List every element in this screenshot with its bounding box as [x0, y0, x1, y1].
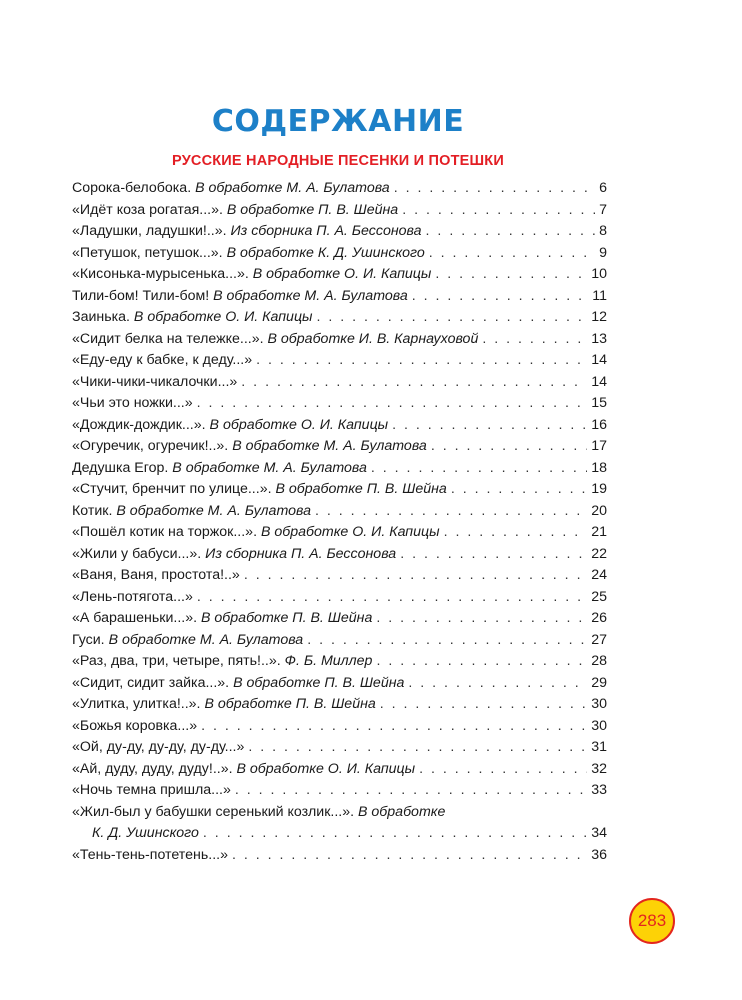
leader-dots — [426, 221, 596, 243]
toc-entry-page: 14 — [591, 352, 607, 368]
toc-entry-page: 18 — [591, 459, 607, 476]
toc-entry — [72, 630, 607, 652]
toc-entry — [72, 200, 607, 222]
toc-entry-note: Из сборника П. А. Бессонова — [205, 545, 397, 562]
leader-dots — [435, 264, 587, 286]
toc-entry — [72, 329, 607, 351]
toc-entry-title: «Стучит, бренчит по улице...». — [72, 481, 272, 497]
toc-entry — [72, 243, 607, 265]
toc-entry — [72, 286, 607, 308]
toc-entry — [72, 372, 607, 394]
leader-dots — [429, 243, 595, 265]
toc-entry-page: 28 — [591, 653, 607, 669]
toc-entry-title: «Дождик-дождик...». — [72, 416, 206, 433]
toc-entry — [72, 264, 607, 286]
toc-entry-title: Гуси. — [72, 631, 105, 648]
table-of-contents — [72, 178, 607, 866]
toc-entry-note: В обработке К. Д. Ушинского — [226, 244, 425, 261]
toc-entry — [72, 221, 607, 243]
toc-entry-page: 34 — [591, 825, 607, 841]
leader-dots — [203, 823, 587, 845]
toc-entry — [72, 544, 607, 566]
toc-entry-note: В обработке М. А. Булатова — [172, 459, 367, 476]
toc-entry — [72, 479, 607, 501]
leader-dots — [232, 845, 587, 867]
page-title: СОДЕРЖАНИЕ — [211, 104, 465, 139]
leader-dots — [197, 393, 588, 415]
leader-dots — [371, 458, 587, 480]
toc-entry-page: 21 — [591, 524, 607, 540]
toc-entry-note: В обработке М. А. Булатова — [108, 631, 304, 648]
toc-entry-page: 24 — [591, 567, 607, 583]
leader-dots — [400, 544, 587, 566]
toc-entry-note: В обработке М. А. Булатова — [195, 180, 390, 196]
toc-entry-title: Заинька. — [72, 309, 130, 325]
toc-entry — [72, 307, 607, 329]
toc-entry-note: В обработке О. И. Капицы — [252, 266, 432, 282]
leader-dots — [408, 673, 587, 695]
toc-entry — [72, 737, 607, 759]
toc-entry-note: В обработке О. И. Капицы — [260, 524, 440, 540]
toc-entry — [72, 458, 607, 480]
toc-entry — [72, 415, 607, 437]
page-number-badge — [629, 898, 675, 944]
toc-entry — [72, 759, 607, 781]
toc-entry-page: 11 — [592, 287, 607, 304]
toc-entry-page: 14 — [591, 373, 607, 390]
toc-entry — [72, 716, 607, 738]
toc-entry-title: «Ай, дуду, дуду, дуду!..». — [72, 760, 233, 777]
toc-entry-page: 27 — [591, 631, 607, 648]
leader-dots — [431, 436, 587, 458]
toc-entry-page: 31 — [591, 739, 607, 755]
toc-entry-page: 15 — [591, 395, 607, 411]
toc-entry-note: В обработке — [358, 803, 446, 820]
toc-entry-page: 25 — [591, 588, 607, 605]
toc-entry-page: 32 — [591, 760, 607, 777]
toc-entry-title: «Божья коровка...» — [72, 717, 198, 734]
leader-dots — [256, 350, 587, 372]
toc-entry-title: «Ваня, Ваня, простота!..» — [72, 567, 240, 583]
toc-entry-page: 29 — [591, 674, 607, 691]
toc-entry-title: «Лень-потягота...» — [72, 588, 193, 605]
toc-entry — [72, 501, 607, 523]
toc-entry-note: В обработке И. В. Карнауховой — [267, 330, 479, 347]
toc-entry-note: В обработке П. В. Шейна — [201, 610, 373, 626]
toc-entry-page: 17 — [591, 438, 607, 454]
toc-entry-note: Из сборника П. А. Бессонова — [230, 223, 422, 239]
toc-entry-title: «Огуречик, огуречик!..». — [72, 438, 229, 454]
toc-entry-title: «Улитка, улитка!..». — [72, 696, 201, 712]
leader-dots — [244, 565, 587, 587]
toc-entry-note: В обработке М. А. Булатова — [116, 502, 311, 519]
toc-entry — [72, 587, 607, 609]
toc-entry-note-continued: К. Д. Ушинского — [92, 825, 199, 841]
leader-dots — [235, 780, 587, 802]
toc-entry-title: «Ладушки, ладушки!..». — [72, 223, 227, 239]
leader-dots — [248, 737, 587, 759]
toc-entry-page: 30 — [591, 717, 607, 734]
toc-entry — [72, 608, 607, 630]
toc-entry-note: В обработке М. А. Булатова — [213, 287, 408, 304]
toc-entry-title: «Петушок, петушок...». — [72, 244, 223, 261]
toc-entry — [72, 436, 607, 458]
leader-dots — [197, 587, 587, 609]
leader-dots — [451, 479, 587, 501]
toc-entry — [72, 780, 607, 802]
toc-entry-title: «Еду-еду к бабке, к деду...» — [72, 352, 253, 368]
toc-entry — [72, 393, 607, 415]
toc-entry — [72, 178, 607, 200]
toc-entry-page: 36 — [591, 846, 607, 863]
toc-entry-title: «Жили у бабуси...». — [72, 545, 202, 562]
toc-entry — [72, 651, 607, 673]
toc-entry-page: 7 — [599, 201, 607, 218]
toc-entry-page: 12 — [591, 309, 607, 325]
toc-entry-title: «А барашеньки...». — [72, 610, 198, 626]
toc-entry-title: «Чики-чики-чикалочки...» — [72, 373, 238, 390]
toc-entry-page: 33 — [591, 782, 607, 798]
leader-dots — [376, 608, 587, 630]
toc-entry-note: В обработке О. И. Капицы — [133, 309, 313, 325]
leader-dots — [482, 329, 587, 351]
toc-entry-title: Тили-бом! Тили-бом! — [72, 287, 210, 304]
leader-dots — [402, 200, 595, 222]
leader-dots — [317, 307, 588, 329]
toc-entry-title: «Пошёл котик на торжок...». — [72, 524, 258, 540]
toc-entry-page: 26 — [591, 610, 607, 626]
leader-dots — [307, 630, 587, 652]
toc-entry-title: «Кисонька-мурысенька...». — [72, 266, 249, 282]
page-number: 283 — [637, 911, 667, 930]
leader-dots — [412, 286, 589, 308]
leader-dots — [394, 178, 595, 200]
toc-entry-note: В обработке М. А. Булатова — [232, 438, 427, 454]
toc-entry-page: 6 — [599, 180, 607, 196]
toc-entry-title: Котик. — [72, 502, 113, 519]
leader-dots — [241, 372, 587, 394]
toc-entry-title: «Тень-тень-потетень...» — [72, 846, 228, 863]
toc-entry — [72, 673, 607, 695]
toc-entry-page: 8 — [599, 223, 607, 239]
leader-dots — [376, 651, 587, 673]
toc-entry-page: 9 — [599, 244, 607, 261]
leader-dots — [380, 694, 587, 716]
toc-entry-note: Ф. Б. Миллер — [284, 653, 373, 669]
toc-entry-note: В обработке О. И. Капицы — [236, 760, 416, 777]
toc-entry-page: 19 — [591, 481, 607, 497]
toc-entry-page: 16 — [591, 416, 607, 433]
toc-entry-note: В обработке П. В. Шейна — [204, 696, 376, 712]
toc-entry-title: «Ой, ду-ду, ду-ду, ду-ду...» — [72, 739, 245, 755]
leader-dots — [392, 415, 587, 437]
toc-entry-page: 30 — [591, 696, 607, 712]
toc-entry-note: В обработке П. В. Шейна — [275, 481, 447, 497]
toc-entry — [72, 845, 607, 867]
toc-entry-page: 10 — [591, 266, 607, 282]
toc-entry-title: «Ночь темна пришла...» — [72, 782, 231, 798]
toc-entry — [72, 350, 607, 372]
leader-dots — [201, 716, 587, 738]
leader-dots — [315, 501, 587, 523]
toc-entry-title: Дедушка Егор. — [72, 459, 169, 476]
toc-entry-page: 22 — [591, 545, 607, 562]
toc-entry-title: «Идёт коза рогатая...». — [72, 201, 223, 218]
section-title: РУССКИЕ НАРОДНЫЕ ПЕСЕНКИ И ПОТЕШКИ — [172, 153, 504, 169]
toc-entry-note: В обработке О. И. Капицы — [209, 416, 389, 433]
toc-entry — [72, 565, 607, 587]
toc-entry-title: «Сидит, сидит зайка...». — [72, 674, 230, 691]
toc-entry-title: «Сидит белка на тележке...». — [72, 330, 264, 347]
leader-dots — [419, 759, 587, 781]
toc-entry-note: В обработке П. В. Шейна — [226, 201, 399, 218]
toc-entry-title: «Чьи это ножки...» — [72, 395, 193, 411]
toc-entry-page: 20 — [591, 502, 607, 519]
toc-entry-title: «Жил-был у бабушки серенький козлик...». — [72, 803, 355, 820]
toc-entry-title: Сорока-белобока. — [72, 180, 192, 196]
toc-entry — [72, 802, 607, 845]
toc-entry — [72, 522, 607, 544]
toc-entry-page: 13 — [591, 330, 607, 347]
toc-entry — [72, 694, 607, 716]
toc-entry-title: «Раз, два, три, четыре, пять!..». — [72, 653, 281, 669]
leader-dots — [444, 522, 588, 544]
toc-entry-note: В обработке П. В. Шейна — [233, 674, 405, 691]
